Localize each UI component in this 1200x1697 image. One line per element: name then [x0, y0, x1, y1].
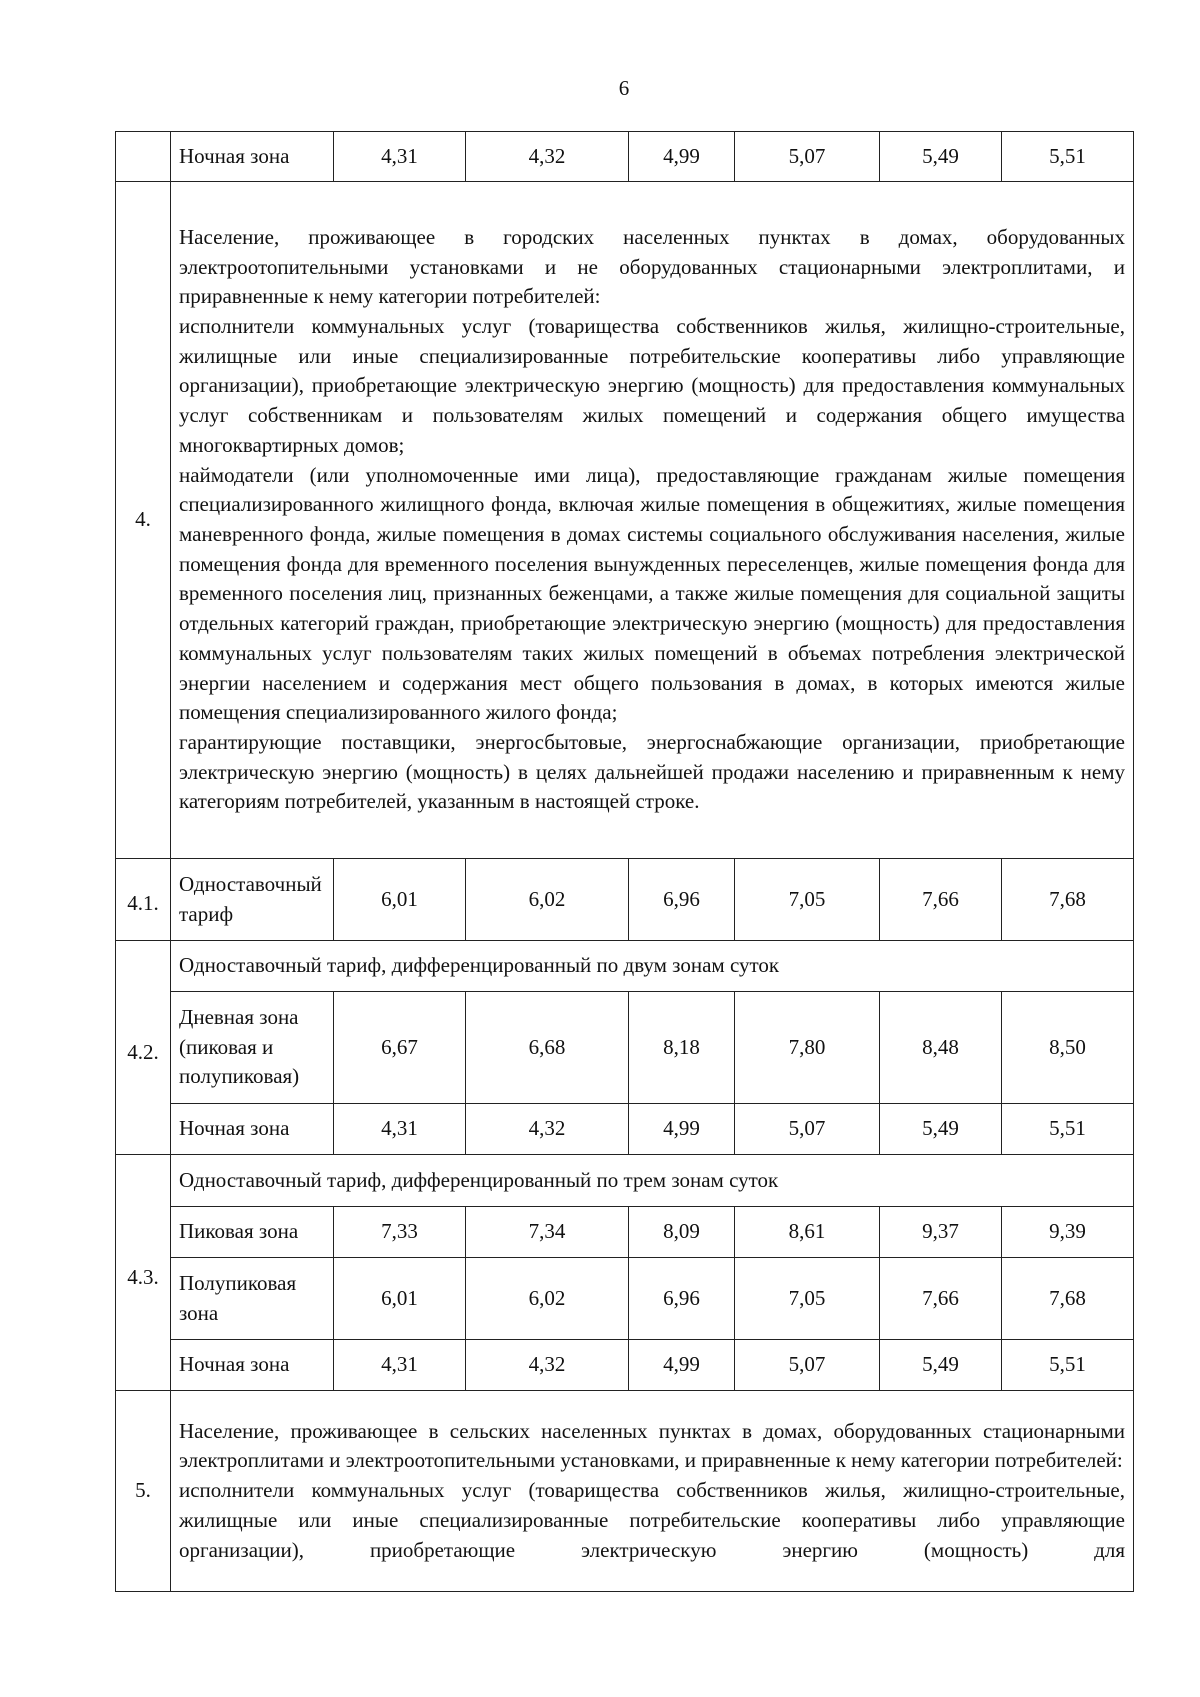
section-row [116, 1391, 1134, 1592]
value-cell: 5,07 [735, 132, 880, 182]
value-cell: 8,18 [629, 992, 735, 1104]
row-label: Ночная зона [171, 1104, 334, 1155]
table-row [116, 132, 1134, 182]
value-cell: 8,09 [629, 1207, 735, 1258]
section-description [171, 1391, 1134, 1592]
row-label: Одноставочный тариф [171, 859, 334, 941]
value-cell: 5,07 [735, 1104, 880, 1155]
row-label: Ночная зона [171, 1340, 334, 1391]
table-row [116, 992, 1134, 1104]
value-cell: 5,07 [735, 1340, 880, 1391]
index-cell: 4.2. [116, 941, 171, 1155]
value-cell: 5,49 [880, 1340, 1002, 1391]
value-cell: 8,48 [880, 992, 1002, 1104]
value-cell: 7,05 [735, 1258, 880, 1340]
index-cell [116, 132, 171, 182]
section-row [116, 182, 1134, 859]
value-cell: 6,96 [629, 1258, 735, 1340]
row-label: Дневная зона (пиковая и полупиковая) [171, 992, 334, 1104]
paragraph: гарантирующие поставщики, энергосбытовые, энергоснабжающие организации, приобретающие электрическую энергию (мощность) в целях дальнейшей продажи населению и приравненным к нему категориям потребителей, указанным в настоящей строке. [179, 729, 1125, 814]
index-cell: 4.3. [116, 1155, 171, 1391]
table-row [116, 941, 1134, 992]
value-cell: 5,49 [880, 1104, 1002, 1155]
paragraph: Население, проживающее в городских населенных пунктах в домах, оборудованных электроотопительными установками и не оборудованных стационарными электроплитами, и приравненные к нему категории потребителей: [179, 224, 1125, 309]
value-cell: 6,01 [334, 1258, 466, 1340]
row-label: Ночная зона [171, 132, 334, 182]
table-row [116, 1155, 1134, 1207]
index-cell: 5. [116, 1391, 171, 1592]
value-cell: 5,51 [1002, 1340, 1134, 1391]
value-cell: 7,34 [466, 1207, 629, 1258]
paragraph: Население, проживающее в сельских населенных пунктах в домах, оборудованных стационарными электроплитами и электроотопительными установками, и приравненные к нему категории потребителей: [179, 1418, 1125, 1473]
value-cell: 4,32 [466, 1104, 629, 1155]
value-cell: 4,99 [629, 1340, 735, 1391]
value-cell: 9,37 [880, 1207, 1002, 1258]
table-row [116, 1207, 1134, 1258]
value-cell: 7,68 [1002, 859, 1134, 941]
tariff-table [115, 131, 1134, 1592]
index-cell: 4. [116, 182, 171, 859]
paragraph: исполнители коммунальных услуг (товарищества собственников жилья, жилищно-строительные, жилищные или иные специализированные потребительские кооперативы либо управляющие организации), приобретающие электрическую энергию (мощность) для [179, 1478, 1125, 1562]
value-cell: 7,80 [735, 992, 880, 1104]
subsection-title: Одноставочный тариф, дифференцированный по трем зонам суток [171, 1155, 1134, 1207]
value-cell: 4,99 [629, 1104, 735, 1155]
subsection-title: Одноставочный тариф, дифференцированный по двум зонам суток [171, 941, 1134, 992]
value-cell: 8,61 [735, 1207, 880, 1258]
value-cell: 7,05 [735, 859, 880, 941]
paragraph: исполнители коммунальных услуг (товарищества собственников жилья, жилищно-строительные, жилищные или иные специализированные потребительские кооперативы либо управляющие организации), приобретающие электрическую энергию (мощность) для предоставления коммунальных услуг собственникам и пользователям жилых помещений и содержания общего имущества многоквартирных домов; [179, 314, 1125, 457]
value-cell: 6,68 [466, 992, 629, 1104]
value-cell: 4,31 [334, 132, 466, 182]
value-cell: 5,51 [1002, 1104, 1134, 1155]
value-cell: 4,31 [334, 1340, 466, 1391]
value-cell: 7,33 [334, 1207, 466, 1258]
value-cell: 4,99 [629, 132, 735, 182]
value-cell: 8,50 [1002, 992, 1134, 1104]
value-cell: 5,51 [1002, 132, 1134, 182]
value-cell: 6,01 [334, 859, 466, 941]
value-cell: 6,96 [629, 859, 735, 941]
value-cell: 6,02 [466, 1258, 629, 1340]
value-cell: 7,66 [880, 859, 1002, 941]
value-cell: 6,02 [466, 859, 629, 941]
value-cell: 4,32 [466, 132, 629, 182]
row-label: Полупиковая зона [171, 1258, 334, 1340]
row-label: Пиковая зона [171, 1207, 334, 1258]
table-row [116, 1258, 1134, 1340]
value-cell: 4,31 [334, 1104, 466, 1155]
table-row [116, 1340, 1134, 1391]
value-cell: 7,68 [1002, 1258, 1134, 1340]
value-cell: 7,66 [880, 1258, 1002, 1340]
value-cell: 6,67 [334, 992, 466, 1104]
page-number: 6 [618, 76, 630, 100]
index-cell: 4.1. [116, 859, 171, 941]
table-row [116, 859, 1134, 941]
value-cell: 5,49 [880, 132, 1002, 182]
table-row [116, 1104, 1134, 1155]
value-cell: 9,39 [1002, 1207, 1134, 1258]
paragraph: наймодатели (или уполномоченные ими лица), предоставляющие гражданам жилые помещения специализированного жилищного фонда, включая жилые помещения в общежитиях, жилые помещения маневренного фонда, жилые помещения в домах системы социального обслуживания населения, жилые помещения фонда для временного поселения вынужденных переселенцев, жилые помещения фонда для временного поселения лиц, признанных беженцами, а также жилые помещения для социальной защиты отдельных категорий граждан, приобретающие электрическую энергию (мощность) для предоставления коммунальных услуг пользователям таких жилых помещений в объемах потребления электрической энергии населением и содержания мест общего пользования в домах, в которых имеются жилые помещения специализированного жилого фонда; [179, 462, 1125, 725]
section-description [171, 182, 1134, 859]
value-cell: 4,32 [466, 1340, 629, 1391]
